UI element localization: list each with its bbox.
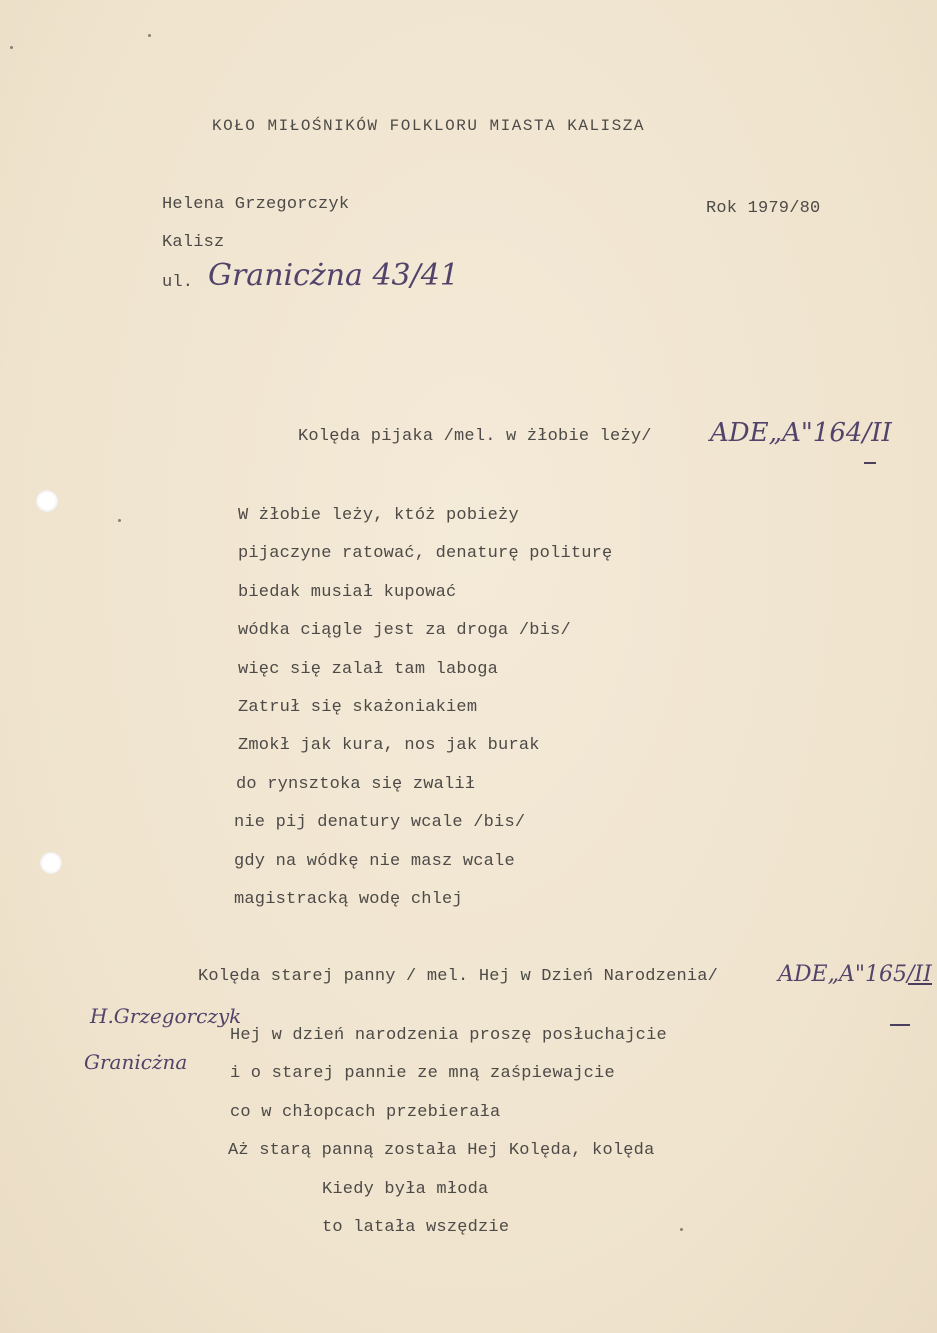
song1-lyric-line: biedak musiał kupować [238,582,457,602]
author-city: Kalisz [162,233,225,252]
song1-lyric-line: do rynsztoka się zwalił [236,774,476,794]
organization-title: KOŁO MIŁOŚNIKÓW FOLKLORU MIASTA KALISZA [212,117,645,135]
song1-lyric-line: wódka ciągle jest za droga /bis/ [238,621,571,641]
song1-lyric-line: więc się zalał tam laboga [238,659,499,679]
song1-lyric-line: W żłobie leży, któż pobieży [238,506,519,525]
song1-lyric-line: pijaczyne ratować, denaturę politurę [238,544,613,564]
song2-lyric-line: to latała wszędzie [322,1218,510,1237]
song2-lyric-line: Kiedy była młoda [322,1179,489,1199]
song2-lyric-line: i o starej pannie ze mną zaśpiewajcie [230,1064,615,1084]
street-handwritten: Granicżna 43/41 [208,258,459,293]
song2-code-dash [908,983,932,985]
song2-lyric-line: co w chłopcach przebierała [230,1102,501,1122]
song1-title: Kolęda pijaka /mel. w żłobie leży/ [298,427,652,446]
song1-archive-code: ADE„A"164/II [710,418,892,448]
song1-lyric-line: magistracką wodę chlej [234,890,463,909]
song1-lyric-line: Zatruł się skażoniakiem [238,698,478,717]
song2-code-underline [890,1024,910,1026]
song2-title: Kolęda starej panny / mel. Hej w Dzień Narodzenia/ [198,967,719,986]
author-name: Helena Grzegorczyk [162,195,350,214]
paper-speck [10,46,13,49]
song1-lyric-line: Zmokł jak kura, nos jak burak [238,736,540,756]
paper-speck [148,34,151,37]
year-label: Rok 1979/80 [706,199,821,218]
song1-lyric-line: gdy na wódkę nie masz wcale [234,851,515,871]
punch-hole-bottom [40,852,62,874]
paper-speck [118,519,121,522]
margin-note-name: H.Grzegorczyk [90,1004,242,1028]
paper-speck [680,1228,683,1231]
song2-lyric-line: Aż starą panną została Hej Kolęda, kolęda [228,1141,655,1161]
street-prefix: ul. [162,273,194,292]
song2-lyric-line: Hej w dzień narodzenia proszę posłuchajcie [230,1026,667,1045]
song2-archive-code: ADE„A"165/II [778,962,932,987]
song1-lyric-line: nie pij denatury wcale /bis/ [234,813,526,833]
song1-code-underline [864,462,876,464]
punch-hole-top [36,490,58,512]
margin-note-street: Granicżna [84,1050,188,1074]
